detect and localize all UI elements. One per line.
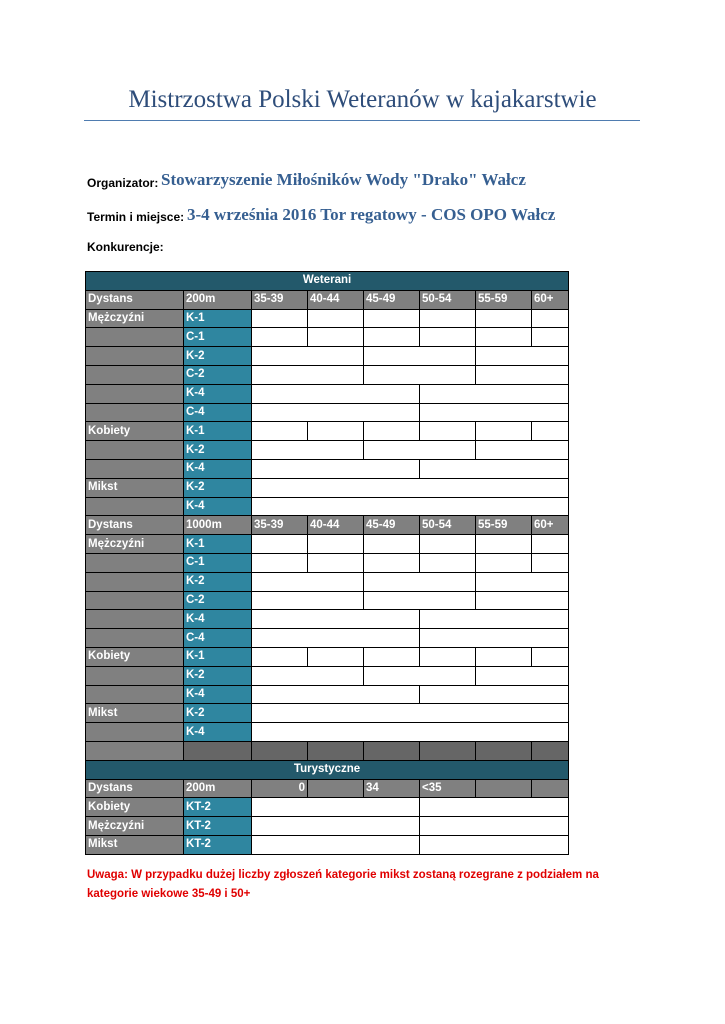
distance-value: 200m [184,779,252,798]
category-cell [86,403,184,422]
age-group-header: 45-49 [364,516,420,535]
entry-dot: ● [252,817,420,836]
boat-cell: C-1 [184,553,252,572]
boat-cell: K-4 [184,685,252,704]
category-cell: Kobiety [86,798,184,817]
table-row [86,647,569,666]
entry-dot: ● [420,610,569,629]
boat-cell: K-4 [184,497,252,516]
entry-dot: ● [420,459,569,478]
entry-dot: ● [420,629,569,648]
table-row [86,384,569,403]
category-cell: Kobiety [86,647,184,666]
entry-dot: ● [476,647,532,666]
category-cell [86,666,184,685]
age-group-header [532,779,569,798]
entry-dot: ● [420,647,476,666]
entry-dot: ● [252,309,308,328]
entry-dot: ● [476,347,569,366]
tourist-header: Turystyczne [86,760,569,779]
table-row [86,328,569,347]
age-group-header: <35 [420,779,476,798]
table-row [86,347,569,366]
boat-cell: K-1 [184,422,252,441]
category-cell: Mikst [86,835,184,854]
spacer-cell [184,741,252,760]
boat-cell: K-4 [184,384,252,403]
entry-dot: ● [252,685,420,704]
table-row [86,685,569,704]
category-cell [86,572,184,591]
distance-label: Dystans [86,779,184,798]
spacer-cell [86,741,184,760]
entry-dot: ● [364,328,420,347]
spacer-cell [476,741,532,760]
boat-cell: C-1 [184,328,252,347]
table-row [86,441,569,460]
entry-dot: ● [252,365,364,384]
entry-dot: ● [364,647,420,666]
entry-dot: ● [364,666,476,685]
entry-dot: ● [252,610,420,629]
boat-cell: K-2 [184,347,252,366]
entry-dot: ● [308,422,364,441]
entry-dot: ● [532,647,569,666]
entry-dot: ● [252,572,364,591]
title-underline [84,120,640,121]
entry-dot: ● [252,647,308,666]
entry-dot: ● [420,422,476,441]
distance-row [86,290,569,309]
category-cell: Mężczyźni [86,535,184,554]
category-cell [86,610,184,629]
boat-cell: K-2 [184,666,252,685]
age-group-header: 50-54 [420,516,476,535]
table-row [86,629,569,648]
entry-dot: ● [252,553,308,572]
entry-dot: ● [476,591,569,610]
entry-dot: ● [420,817,569,836]
age-group-header: 35-39 [252,290,308,309]
entry-dot: ● [364,572,476,591]
page-title: Mistrzostwa Polski Weteranów w kajakarstwie [128,86,597,113]
table-row [86,610,569,629]
entry-dot: ● [252,403,420,422]
entry-dot: ● [252,629,420,648]
spacer-row [86,741,569,760]
category-cell: Mężczyźni [86,817,184,836]
table-row [86,422,569,441]
entry-dot: ● [252,591,364,610]
age-group-header: 55-59 [476,290,532,309]
competitions-label: Konkurencje: [87,240,164,254]
entry-dot: ● [476,572,569,591]
entry-dot: ● [364,553,420,572]
entry-dot: ● [532,328,569,347]
category-cell [86,365,184,384]
entry-dot: ● [532,309,569,328]
age-group-header: 60+ [532,290,569,309]
category-cell [86,591,184,610]
boat-cell: C-4 [184,629,252,648]
boat-cell: C-4 [184,403,252,422]
entry-dot: ● [476,535,532,554]
entry-dot: ● [364,365,476,384]
entry-dot: ● [252,666,364,685]
boat-cell: K-2 [184,478,252,497]
entry-dot: ● [420,403,569,422]
boat-cell: K-1 [184,309,252,328]
age-group-header: 55-59 [476,516,532,535]
organizer-label: Organizator: [87,176,159,190]
category-cell: Mężczyźni [86,309,184,328]
age-group-header: 35-39 [252,516,308,535]
entry-dot: ● [308,553,364,572]
table-row [86,798,569,817]
table-row [86,478,569,497]
spacer-cell [420,741,476,760]
entry-dot: ● [252,478,569,497]
boat-cell: K-1 [184,647,252,666]
entry-dot: ● [476,553,532,572]
distance-value: 1000m [184,516,252,535]
table-row [86,497,569,516]
veterans-header: Weterani [86,272,569,291]
spacer-cell [364,741,420,760]
distance-row [86,779,569,798]
entry-dot: ● [252,328,308,347]
entry-dot: ● [420,685,569,704]
entry-dot: ● [420,384,569,403]
boat-cell: K-2 [184,441,252,460]
category-cell [86,441,184,460]
table-row [86,723,569,742]
entry-dot: ● [420,553,476,572]
entry-dot: ● [364,347,476,366]
age-group-header: 40-44 [308,516,364,535]
entry-dot: ● [364,441,476,460]
competitions-table [85,271,569,855]
entry-dot: ● [308,309,364,328]
table-row [86,403,569,422]
category-cell [86,384,184,403]
category-cell [86,497,184,516]
table-row [86,835,569,854]
entry-dot: ● [252,441,364,460]
table-row [86,666,569,685]
distance-row [86,516,569,535]
entry-dot: ● [532,553,569,572]
table-row [86,535,569,554]
category-cell [86,459,184,478]
entry-dot: ● [420,535,476,554]
entry-dot: ● [476,328,532,347]
boat-cell: K-4 [184,459,252,478]
table-row [86,572,569,591]
entry-dot: ● [476,309,532,328]
entry-dot: ● [308,328,364,347]
entry-dot: ● [420,309,476,328]
note-text: Uwaga: W przypadku dużej liczby zgłoszeń kategorie mikst zostaną rozegrane z podziałem na kategorie wiekowe 35-49 i 50+ [87,869,599,900]
spacer-cell [308,741,364,760]
table-row [86,817,569,836]
boat-cell: K-2 [184,572,252,591]
age-group-header: 60+ [532,516,569,535]
distance-label: Dystans [86,290,184,309]
entry-dot: ● [532,422,569,441]
entry-dot: ● [252,535,308,554]
entry-dot: ● [252,384,420,403]
boat-cell: C-2 [184,365,252,384]
table-row [86,591,569,610]
entry-dot: ● [420,328,476,347]
boat-cell: K-1 [184,535,252,554]
venue-value: 3-4 września 2016 Tor regatowy - COS OPO Wałcz [187,205,556,224]
entry-dot: ● [252,723,569,742]
age-group-header: 50-54 [420,290,476,309]
entry-dot: ● [252,459,420,478]
age-group-header: 45-49 [364,290,420,309]
boat-cell: K-4 [184,723,252,742]
category-cell: Kobiety [86,422,184,441]
category-cell: Mikst [86,478,184,497]
entry-dot: ● [364,309,420,328]
boat-cell: K-2 [184,704,252,723]
entry-dot: ● [308,535,364,554]
entry-dot: ● [252,497,569,516]
category-cell [86,685,184,704]
category-cell [86,723,184,742]
table-row [86,365,569,384]
entry-dot: ● [476,422,532,441]
entry-dot: ● [532,535,569,554]
venue-label: Termin i miejsce: [87,210,185,224]
entry-dot: ● [420,835,569,854]
entry-dot: ● [308,647,364,666]
entry-dot: ● [420,798,569,817]
boat-cell: K-4 [184,610,252,629]
spacer-cell [252,741,308,760]
entry-dot: ● [364,591,476,610]
spacer-cell [532,741,569,760]
table-row [86,553,569,572]
table-header-row [86,272,569,291]
category-cell [86,347,184,366]
entry-dot: ● [252,835,420,854]
entry-dot: ● [252,422,308,441]
entry-dot: ● [364,422,420,441]
age-group-header: 40-44 [308,290,364,309]
distance-label: Dystans [86,516,184,535]
boat-cell: C-2 [184,591,252,610]
boat-cell: KT-2 [184,798,252,817]
entry-dot: ● [252,704,569,723]
entry-dot: ● [476,441,569,460]
age-group-header [308,779,364,798]
age-group-header [476,779,532,798]
table-row [86,704,569,723]
category-cell [86,629,184,648]
entry-dot: ● [476,365,569,384]
category-cell: Mikst [86,704,184,723]
category-cell [86,328,184,347]
table-row [86,459,569,478]
entry-dot: ● [476,666,569,685]
category-cell [86,553,184,572]
entry-dot: ● [252,347,364,366]
boat-cell: KT-2 [184,817,252,836]
boat-cell: KT-2 [184,835,252,854]
distance-value: 200m [184,290,252,309]
table-header-row [86,760,569,779]
organizer-value: Stowarzyszenie Miłośników Wody "Drako" Wałcz [161,170,526,189]
table-row [86,309,569,328]
age-group-header: 0 [252,779,308,798]
age-group-header: 34 [364,779,420,798]
entry-dot: ● [252,798,420,817]
entry-dot: ● [364,535,420,554]
